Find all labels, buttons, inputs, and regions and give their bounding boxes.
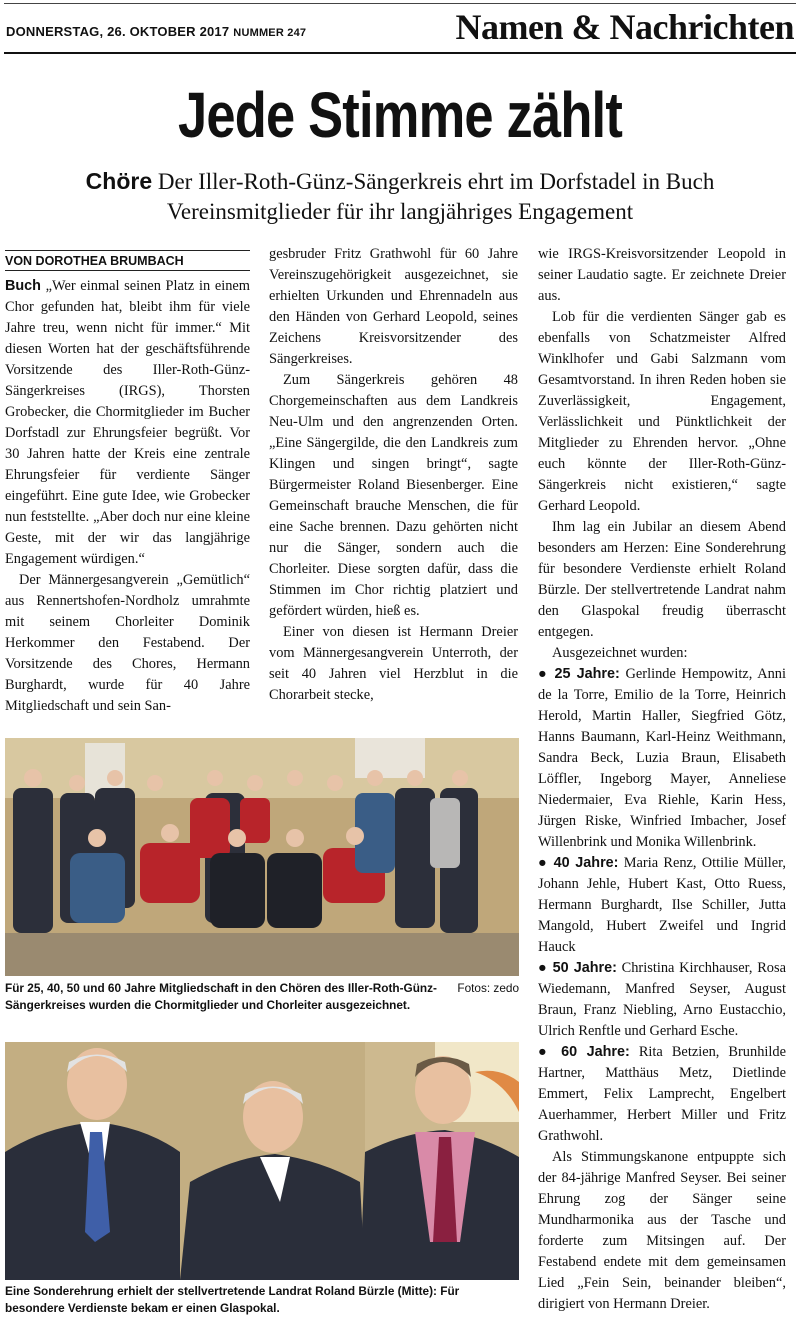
subtitle bbox=[40, 166, 760, 227]
paragraph: Ihm lag ein Jubilar an diesem Abend besonders am Herzen: Eine Sonderehrung für besondere Verdienste erhielt Roland Bürzle. Der stellvertretende Landrat nahm den Glaspokal freudig überrascht entgegen. bbox=[538, 519, 786, 640]
paragraph: Als Stimmungskanone entpuppte sich der 84-jährige Manfred Seyser. Bei seiner Ehrung zog der Sänger seine Mundharmonika aus der Tasche und forderte zum Mitsingen auf. Der Festabend endete mit dem gemeinsamen Lied „Fein Sein, beinander bleiben“, dirigiert von Hermann Dreier. bbox=[538, 1149, 786, 1312]
paragraph: gesbruder Fritz Grathwohl für 60 Jahre Vereinszugehörigkeit ausgezeichnet, sie erhielten Urkunden und Ehrennadeln aus den Händen von Gerhard Leopold, seines Zeichens Kreisvorsitzender des Sängerkreises. bbox=[269, 246, 518, 367]
column-2 bbox=[269, 244, 518, 706]
group-photo bbox=[5, 738, 519, 976]
paragraph: wie IRGS-Kreisvorsitzender Leopold in seiner Laudatio sagte. Er zeichnete Dreier aus. bbox=[538, 246, 786, 304]
photo-1-caption: Fotos: zedo Für 25, 40, 50 und 60 Jahre Mitgliedschaft in den Chören des Iller-Roth-Günz-Sängerkreises wurden die Chormitglieder und Chorleiter ausgezeichnet. bbox=[5, 981, 519, 1012]
paragraph: Buch „Wer einmal seinen Platz in einem Chor gefunden hat, bleibt ihm für viele Jahre treu, wenn nicht für immer.“ Mit diesen Worten hat der geschäftsführende Vorsitzende des Iller-Roth-Günz-Sängerkreises (IRGS), Thorsten Grobecker, die Chormitglieder im Bucher Dorfstadl zur Ehrungsfeier begrüßt. Vor 30 Jahren hatte der Kreis eine zentrale Ehrungsfeier für verdiente Sänger eingeführt. Eine gute Idee, wie Grobecker nun feststellte. „Aber doch nur eine kleine Geste, mit der wir das langjährige Engagement würdigen.“ bbox=[5, 278, 250, 567]
header-rule bbox=[4, 52, 796, 54]
headline: Jede Stimme zählt bbox=[178, 79, 622, 151]
honors-40: ● 40 Jahre: Maria Renz, Ottilie Müller, Johann Jehle, Hubert Kast, Otto Ruess, Hermann Burghardt, Ilse Schiller, Jutta Mangold, Hubert Zweifel und Ingrid Hauck bbox=[538, 855, 786, 955]
section-title: Namen & Nachrichten bbox=[455, 7, 794, 47]
column-1 bbox=[5, 276, 250, 717]
bullet-icon: ● bbox=[538, 960, 548, 976]
issue-number: NUMMER 247 bbox=[233, 27, 307, 39]
subtitle-text: Der Iller-Roth-Günz-Sängerkreis ehrt im Dorfstadel in Buch Vereinsmitglieder für ihr langjähriges Engagement bbox=[157, 169, 715, 224]
paragraph: Einer von diesen ist Hermann Dreier vom Männergesangverein Unterroth, der seit 40 Jahren viel Herzblut in die Chorarbeit stecke, bbox=[269, 624, 518, 703]
bullet-icon: ● bbox=[538, 1044, 553, 1060]
top-rule bbox=[4, 3, 796, 4]
honors-intro: Ausgezeichnet wurden: bbox=[552, 645, 688, 661]
honors-25: ● 25 Jahre: Gerlinde Hempowitz, Anni de la Torre, Emilio de la Torre, Heinrich Herold, Martin Haller, Siegfried Götz, Hanns Baumann, Karl-Heinz Weithmann, Sandra Beck, Luzia Braun, Elisabeth Löffler, Ingeborg Mayer, Anneliese Niedermaier, Eva Riehle, Karin Hess, Jürgen Riske, Winfried Imbacher, Josef Willenbrink und Monika Willenbrink. bbox=[538, 666, 786, 850]
kicker: Chöre bbox=[85, 168, 153, 194]
paragraph: Der Männergesangverein „Gemütlich“ aus Rennertshofen-Nordholz umrahmte mit seinem Chorleiter Dominik Herkommer den Festabend. Der Vorsitzende des Chores, Hermann Burghardt, wurde für 40 Jahre Mitgliedschaft und sein San- bbox=[5, 572, 250, 714]
group-photo-illustration bbox=[5, 738, 519, 976]
paragraph: Zum Sängerkreis gehören 48 Chorgemeinschaften aus dem Landkreis Neu-Ulm und den angrenzenden Orten. „Eine Sängergilde, die den Landkreis zum Klingen und singen bringt“, sagte Bürgermeister Roland Biesenberger. Eine Gemeinschaft brauche Menschen, die für eine Sache brennen. Dazu gehörten nicht nur die Sänger, sondern auch die Chorleiter. Diese sorgten dafür, dass die Stimmen im Chor richtig platziert und gefördert würden, hieß es. bbox=[269, 372, 518, 619]
photo-credit: Fotos: zedo bbox=[457, 981, 519, 995]
bullet-icon: ● bbox=[538, 855, 549, 871]
paragraph: Lob für die verdienten Sänger gab es ebenfalls von Schatzmeister Alfred Winklhofer und Gabi Salzmann vom Gesamtvorstand. In ihren Reden hoben sie Zuverlässigkeit, Engagement, Verlässlichkeit und Pünktlichkeit der Mitglieder zu Ehrenden hervor. „Ohne euch könnte der Iller-Roth-Günz-Sängerkreis nicht existieren,“ sagte Gerhard Leopold. bbox=[538, 309, 786, 514]
photo-2-caption: Eine Sonderehrung erhielt der stellvertretende Landrat Roland Bürzle (Mitte): Für besondere Verdienste bekam er einen Glaspokal. bbox=[5, 1284, 460, 1315]
bullet-icon: ● bbox=[538, 666, 549, 682]
award-photo bbox=[5, 1042, 519, 1280]
award-photo-illustration bbox=[5, 1042, 519, 1280]
column-3 bbox=[538, 244, 786, 1315]
issue-date: DONNERSTAG, 26. OKTOBER 2017 NUMMER 247 bbox=[6, 24, 307, 39]
byline: VON DOROTHEA BRUMBACH bbox=[5, 250, 250, 271]
honors-50: ● 50 Jahre: Christina Kirchhauser, Rosa Wiedemann, Manfred Seyser, August Braun, Franz Niebling, Arno Eustacchio, Ulrich Renftle und Gerhard Esche. bbox=[538, 960, 786, 1039]
honors-60: ● 60 Jahre: Rita Betzien, Brunhilde Hartner, Matthäus Metz, Dietlinde Emmert, Felix Lamprecht, Engelbert Auerhammer, Herbert Miller und Fritz Grathwohl. bbox=[538, 1044, 786, 1144]
dateline: Buch bbox=[5, 278, 41, 294]
